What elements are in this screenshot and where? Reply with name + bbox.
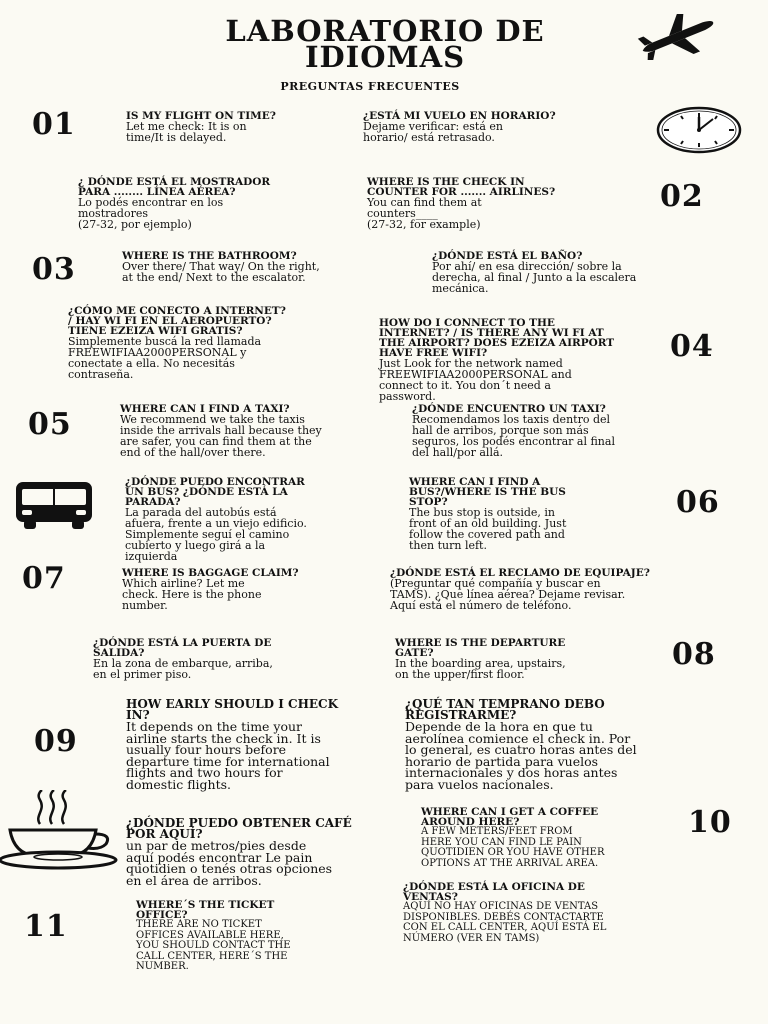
answer: AQUÍ NO HAY OFICINAS DE VENTAS DISPONIBLES. DEBÉS CONTACTARTE CON EL CALL CENTER, AQUÍ ESTÁ EL NÚMERO (VER EN TAMS) bbox=[403, 901, 607, 944]
question: ¿DÓNDE PUEDO ENCONTRAR UN BUS? ¿DÓNDE ESTÁ LA PARADA? bbox=[125, 476, 305, 508]
question: ¿DÓNDE ESTÁ EL RECLAMO DE EQUIPAJE? bbox=[390, 567, 650, 579]
faq-counter-es bbox=[78, 177, 270, 230]
number-04: 04 bbox=[670, 329, 714, 364]
question: WHERE IS BAGGAGE CLAIM? bbox=[122, 567, 299, 579]
answer: We recommend we take the taxis inside the arrivals hall because they are safer, you can find them at the end of the hall/over there. bbox=[120, 413, 322, 459]
faq-flight-es bbox=[363, 111, 556, 143]
number-03: 03 bbox=[32, 252, 76, 287]
faq-flight-en bbox=[126, 111, 276, 143]
question: ¿DÓNDE ESTÁ LA OFICINA DE VENTAS? bbox=[403, 881, 585, 903]
faq-gate-en bbox=[395, 638, 566, 680]
question: WHERE IS THE DEPARTURE GATE? bbox=[395, 637, 566, 659]
question: ¿ DÓNDE ESTÁ EL MOSTRADOR PARA ........ LÍNEA AÉREA? bbox=[78, 176, 271, 198]
faq-baggage-es bbox=[390, 568, 650, 611]
number-11: 11 bbox=[24, 909, 68, 944]
answer: The bus stop is outside, in front of an old building. Just follow the covered path and then turn left. bbox=[409, 506, 567, 552]
number-01: 01 bbox=[32, 107, 76, 142]
coffee-cup-icon bbox=[0, 790, 124, 870]
answer: Just Look for the network named FREEWIFIAA2000PERSONAL and connect to it. You don´t need a password. bbox=[379, 357, 572, 403]
faq-coffee-en bbox=[421, 807, 605, 869]
answer: La parada del autobús está afuera, frente a un viejo edificio. Simplemente seguí el camino cubierto y luego girá a la izquierda bbox=[125, 506, 307, 563]
faq-coffee-es bbox=[126, 818, 352, 886]
clock-icon bbox=[655, 105, 743, 155]
page-subtitle: PREGUNTAS FRECUENTES bbox=[280, 80, 460, 93]
faq-baggage-en bbox=[122, 568, 299, 611]
number-09: 09 bbox=[34, 724, 78, 759]
question: ¿DÓNDE ENCUENTRO UN TAXI? bbox=[412, 403, 606, 415]
question: WHERE CAN I FIND A BUS?/WHERE IS THE BUS STOP? bbox=[409, 476, 566, 508]
question: HOW DO I CONNECT TO THE INTERNET? / IS THERE ANY WI FI AT THE AIRPORT? DOES EZEIZA AIRPORT HAVE FREE WIFI? bbox=[379, 317, 615, 359]
question: WHERE´S THE TICKET OFFICE? bbox=[136, 899, 275, 921]
number-07: 07 bbox=[22, 561, 66, 596]
faq-gate-es bbox=[93, 638, 273, 680]
question: WHERE CAN I FIND A TAXI? bbox=[120, 403, 290, 415]
faq-wifi-en bbox=[379, 318, 614, 402]
faq-taxi-es bbox=[412, 404, 615, 458]
faq-ticket-en bbox=[136, 900, 291, 973]
answer: un par de metros/pies desde aquí podés encontrar Le pain quotidien o tenés otras opciones en el área de arribos. bbox=[126, 838, 333, 888]
number-10: 10 bbox=[688, 805, 732, 840]
bus-icon bbox=[14, 480, 94, 530]
answer: Let me check: It is on time/It is delayed. bbox=[126, 120, 247, 144]
question: ¿DÓNDE ESTÁ EL BAÑO? bbox=[432, 250, 583, 262]
faq-ticket-es bbox=[403, 882, 606, 944]
number-05: 05 bbox=[28, 407, 72, 442]
airplane-icon bbox=[636, 14, 718, 60]
number-08: 08 bbox=[672, 637, 716, 672]
faq-bus-es bbox=[125, 477, 307, 562]
question: WHERE IS THE CHECK IN COUNTER FOR ....... AIRLINES? bbox=[367, 176, 556, 198]
answer: Over there/ That way/ On the right, at the end/ Next to the escalator. bbox=[122, 260, 320, 284]
answer: THERE ARE NO TICKET OFFICES AVAILABLE HERE, YOU SHOULD CONTACT THE CALL CENTER, HERE´S THE NUMBER. bbox=[136, 919, 291, 972]
answer: Dejame verificar: está en horario/ está retrasado. bbox=[363, 120, 503, 144]
answer: In the boarding area, upstairs, on the upper/first floor. bbox=[395, 657, 566, 681]
answer: A FEW METERS/FEET FROM HERE YOU CAN FIND LE PAIN QUOTIDIEN OR YOU HAVE OTHER OPTIONS AT THE ARRIVAL AREA. bbox=[421, 826, 605, 869]
answer: It depends on the time your airline starts the check in. It is usually four hours before departure time for international flights and two hours for domestic flights. bbox=[126, 719, 330, 792]
answer: (Preguntar qué compañía y buscar en TAMS). ¿Que línea aérea? Dejame revisar. Aquí está el número de teléfono. bbox=[390, 577, 626, 612]
number-06: 06 bbox=[676, 485, 720, 520]
answer: Por ahí/ en esa dirección/ sobre la derecha, al final / Junto a la escalera mecánica. bbox=[432, 260, 637, 295]
faq-bus-en bbox=[409, 477, 566, 551]
question: WHERE IS THE BATHROOM? bbox=[122, 250, 297, 262]
page-title: LABORATORIO DE IDIOMAS bbox=[225, 14, 545, 74]
answer: Recomendamos los taxis dentro del hall de arribos, porque son más seguros, los podés encontrar al final del hall/por allá. bbox=[412, 413, 615, 459]
question: ¿ESTÁ MI VUELO EN HORARIO? bbox=[363, 110, 556, 122]
faq-wifi-es bbox=[68, 306, 286, 380]
answer: You can find them at counters____ (27-32, for example) bbox=[367, 196, 482, 231]
question: ¿CÓMO ME CONECTO A INTERNET? / HAY WI FI EN EL AEROPUERTO? TIENE EZEIZA WIFI GRATIS? bbox=[68, 305, 286, 337]
faq-counter-en bbox=[367, 177, 555, 230]
question: IS MY FLIGHT ON TIME? bbox=[126, 110, 276, 122]
question: ¿QUÉ TAN TEMPRANO DEBO REGISTRARME? bbox=[405, 697, 605, 722]
question: ¿DÓNDE PUEDO OBTENER CAFÉ POR AQUÍ? bbox=[126, 816, 352, 841]
answer: Simplemente buscá la red llamada FREEWIFIAA2000PERSONAL y conectate a ella. No necesitás contraseña. bbox=[68, 335, 262, 381]
number-02: 02 bbox=[660, 179, 704, 214]
faq-checkin-es bbox=[405, 699, 637, 790]
faq-bathroom-es bbox=[432, 251, 636, 294]
faq-bathroom-en bbox=[122, 251, 320, 283]
faq-taxi-en bbox=[120, 404, 322, 458]
question: ¿DÓNDE ESTÁ LA PUERTA DE SALIDA? bbox=[93, 637, 272, 659]
question: WHERE CAN I GET A COFFEE AROUND HERE? bbox=[421, 806, 599, 828]
answer: Depende de la hora en que tu aerolínea comience el check in. Por lo general, es cuatro horas antes del horario de partida para vuelos internacionales y dos horas antes para vuelos nacionales. bbox=[405, 719, 637, 792]
faq-checkin-en bbox=[126, 699, 338, 790]
question: HOW EARLY SHOULD I CHECK IN? bbox=[126, 697, 339, 722]
answer: Which airline? Let me check. Here is the phone number. bbox=[122, 577, 262, 612]
answer: Lo podés encontrar en los mostradores (27-32, por ejemplo) bbox=[78, 196, 224, 231]
answer: En la zona de embarque, arriba, en el primer piso. bbox=[93, 657, 273, 681]
